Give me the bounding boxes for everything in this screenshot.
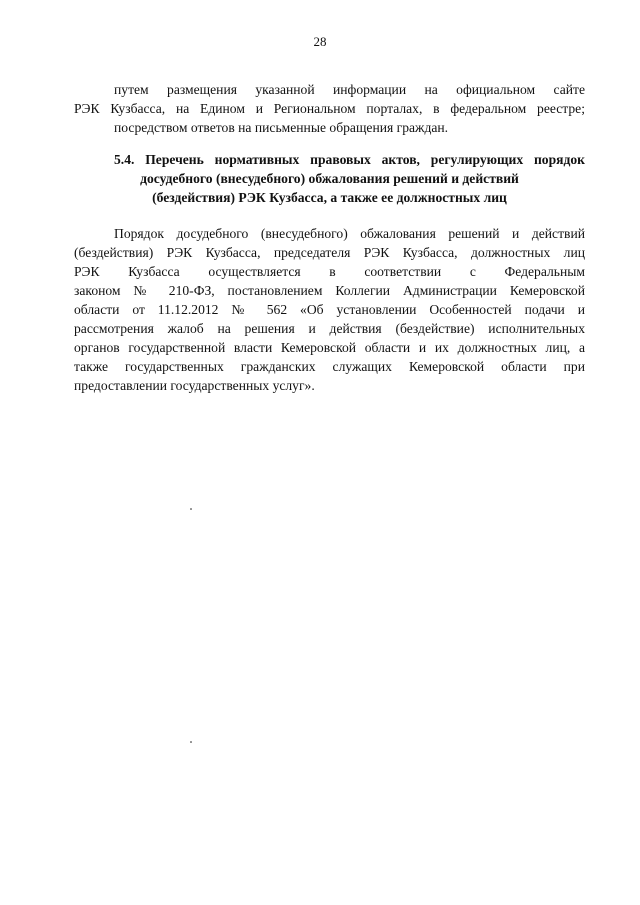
section-heading-line-2: досудебного (внесудебного) обжалования решений и действий [140, 171, 519, 186]
body-line-5: области от 11.12.2012 № 562 «Об установлении Особенностей подачи и [74, 302, 585, 317]
body-line-1: Порядок досудебного (внесудебного) обжалования решений и действий [114, 226, 585, 241]
scan-speck [190, 508, 192, 510]
body-line-3: РЭК Кузбасса осуществляется в соответствии с Федеральным [74, 264, 585, 279]
scan-speck [190, 741, 192, 743]
intro-line-2: РЭК Кузбасса, на Едином и Региональном порталах, в федеральном реестре; [74, 101, 585, 116]
body-line-9: предоставлении государственных услуг». [74, 378, 315, 393]
page-number: 28 [313, 34, 327, 49]
section-heading-line-3: (бездействия) РЭК Кузбасса, а также ее должностных лиц [152, 190, 507, 205]
body-line-8: также государственных гражданских служащих Кемеровской области при [74, 359, 585, 374]
section-heading-line-1: 5.4. Перечень нормативных правовых актов, регулирующих порядок [114, 152, 585, 167]
body-line-4: законом № 210-ФЗ, постановлением Коллегии Администрации Кемеровской [74, 283, 585, 298]
section-heading [74, 150, 585, 207]
intro-line-3: посредством ответов на письменные обращения граждан. [114, 120, 449, 135]
body-line-2: (бездействия) РЭК Кузбасса, председателя РЭК Кузбасса, должностных лиц [74, 245, 585, 260]
body-line-7: органов государственной власти Кемеровской области и их должностных лиц, а [74, 340, 585, 355]
intro-line-1: путем размещения указанной информации на официальном сайте [114, 82, 585, 97]
body-line-6: рассмотрения жалоб на решения и действия (бездействие) исполнительных [74, 321, 585, 336]
